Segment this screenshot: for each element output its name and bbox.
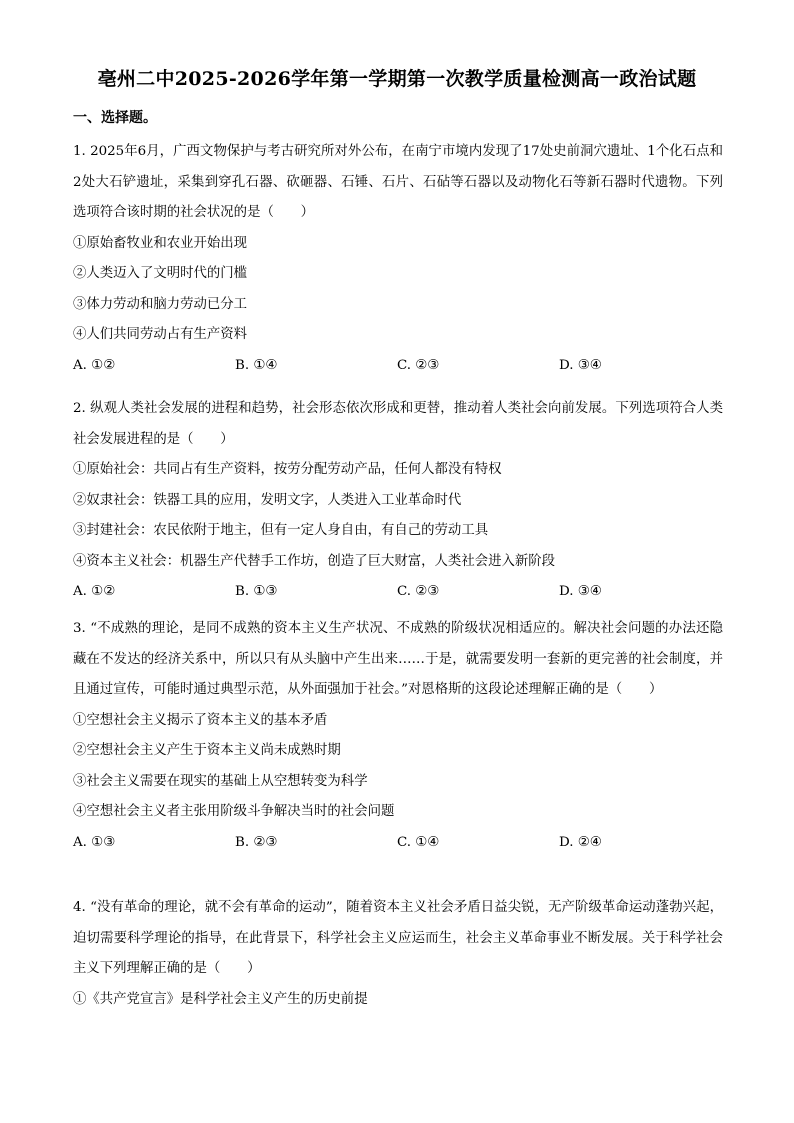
choice-d: D. ③④ [559,584,602,599]
question-4 [73,893,723,1015]
choice-d: D. ③④ [559,357,602,373]
choice-b: B. ①④ [235,357,278,373]
question-stem: 1. 2025年6月，广西文物保护与考古研究所对外公布，在南宁市境内发现了17处史前洞穴遗址、1个化石点和2处大石铲遗址，采集到穿孔石器、砍砸器、石锤、石片、石砧等石器以及动物化石等新石器时代遗物。下列选项符合该时期的社会状况的是（ ） [73,144,723,220]
choice-c: C. ①④ [397,834,440,850]
question-option: ④人们共同劳动占有生产资料 [73,327,248,342]
question-stem: 4. “没有革命的理论，就不会有革命的运动”，随着资本主义社会矛盾日益尖锐，无产阶级革命运动蓬勃兴起，迫切需要科学理论的指导，在此背景下，科学社会主义应运而生，社会主义革命事业不断发展。关于科学社会主义下列理解正确的是（ ） [73,900,723,976]
choice-b: B. ①③ [235,584,278,599]
question-option: ③社会主义需要在现实的基础上从空想转变为科学 [73,773,368,789]
question-option: ③体力劳动和脑力劳动已分工 [73,296,248,312]
question-3 [73,614,723,858]
choice-b: B. ②③ [235,834,278,850]
question-2 [73,394,723,607]
choice-d: D. ②④ [559,834,602,850]
question-option: ①《共产党宣言》是科学社会主义产生的历史前提 [73,991,368,1007]
answer-choices [73,577,723,607]
question-option: ②奴隶社会：铁器工具的应用，发明文字，人类进入工业革命时代 [73,492,462,508]
question-stem: 3. “不成熟的理论，是同不成熟的资本主义生产状况、不成熟的阶级状况相适应的。解决社会问题的办法还隐藏在不发达的经济关系中，所以只有从头脑中产生出来……于是，就需要发明一套新的更完善的社会制度，并且通过宣传，可能时通过典型示范，从外面强加于社会。”对恩格斯的这段论述理解正确的是（ ） [73,621,723,697]
question-1 [73,137,723,381]
question-option: ①原始社会：共同占有生产资料，按劳分配劳动产品，任何人都没有特权 [73,462,502,477]
choice-c: C. ②③ [397,584,440,599]
question-option: ①原始畜牧业和农业开始出现 [73,235,248,251]
answer-choices [73,828,723,858]
answer-choices [73,351,723,381]
choice-a: A. ①③ [73,834,116,850]
choice-c: C. ②③ [397,357,440,373]
question-option: ④资本主义社会：机器生产代替手工作坊，创造了巨大财富，人类社会进入新阶段 [73,553,556,569]
question-option: ①空想社会主义揭示了资本主义的基本矛盾 [73,712,328,728]
exam-title: 亳州二中2025-2026学年第一学期第一次教学质量检测高一政治试题 [97,68,697,90]
section-heading: 一、选择题。 [73,110,157,126]
question-option: ②人类迈入了文明时代的门槛 [73,266,248,281]
question-option: ②空想社会主义产生于资本主义尚未成熟时期 [73,743,341,758]
choice-a: A. ①② [73,584,116,599]
question-option: ③封建社会：农民依附于地主，但有一定人身自由，有自己的劳动工具 [73,523,489,538]
choice-a: A. ①② [73,357,116,373]
question-option: ④空想社会主义者主张用阶级斗争解决当时的社会问题 [73,804,395,819]
question-stem: 2. 纵观人类社会发展的进程和趋势，社会形态依次形成和更替，推动着人类社会向前发展。下列选项符合人类社会发展进程的是（ ） [73,401,723,447]
